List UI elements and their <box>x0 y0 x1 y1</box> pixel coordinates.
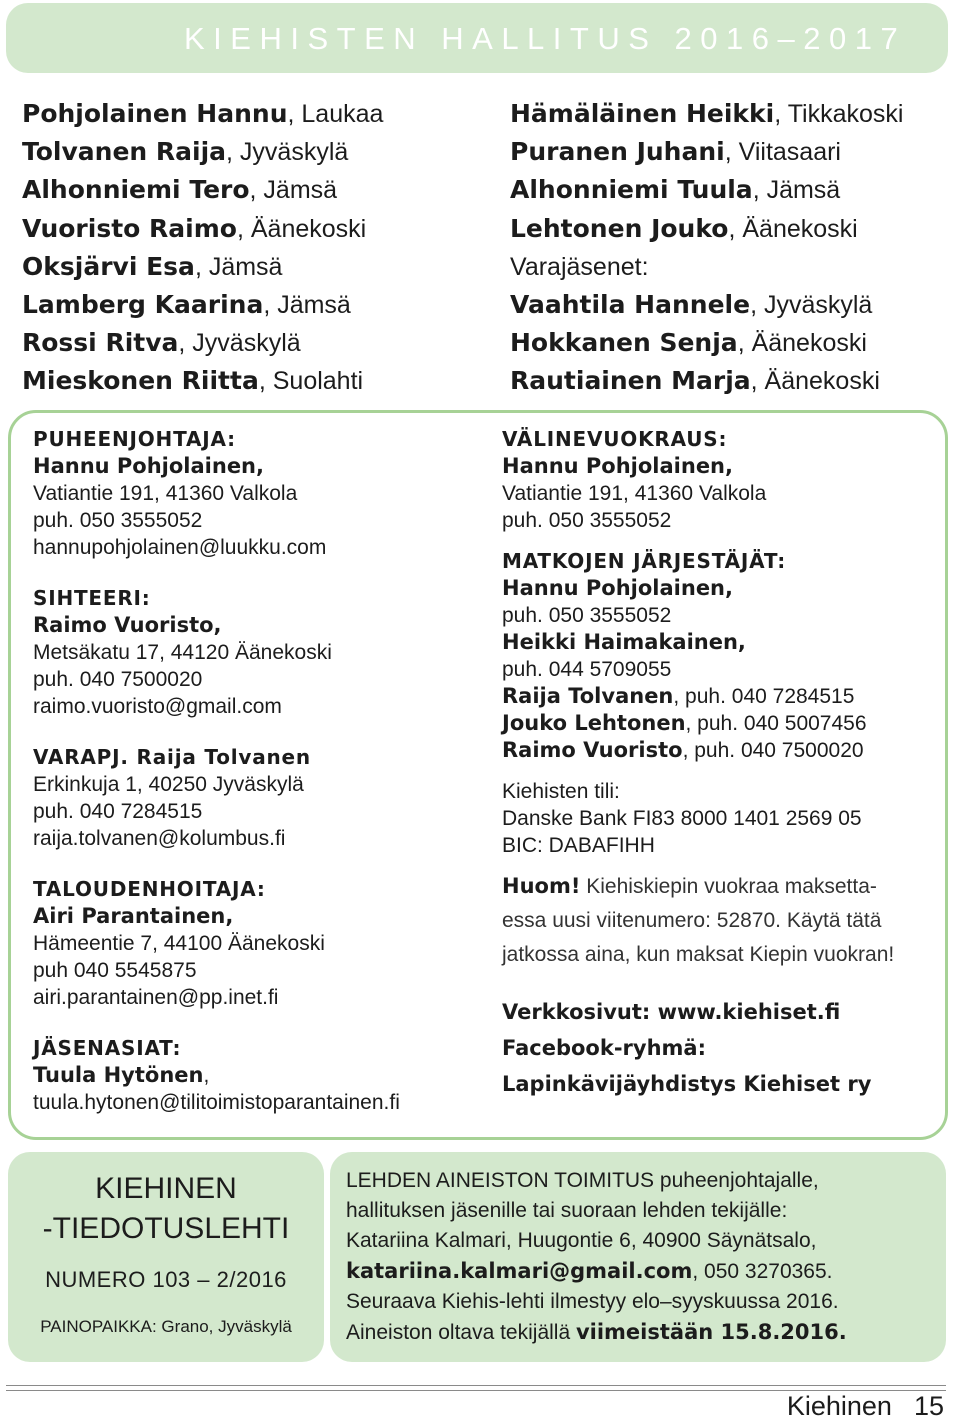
section-heading: TALOUDENHOITAJA: <box>33 877 266 901</box>
section-heading: VÄLINEVUOKRAUS: <box>502 427 728 451</box>
email: raija.tolvanen@kolumbus.fi <box>33 827 286 850</box>
address: Hämeentie 7, 44100 Äänekoski <box>33 932 325 955</box>
board-member: Puranen Juhani, Viitasaari <box>510 137 841 167</box>
submission-info-box <box>330 1152 946 1362</box>
deadline: viimeistään 15.8.2016. <box>575 1320 847 1344</box>
membership-section <box>33 1035 400 1116</box>
board-member: Lehtonen Jouko, Äänekoski <box>510 213 858 243</box>
section-heading: MATKOJEN JÄRJESTÄJÄT: <box>502 549 786 573</box>
board-member: Tolvanen Raija, Jyväskylä <box>22 137 349 167</box>
phone: puh 040 5545875 <box>33 959 197 982</box>
newsletter-title: KIEHINEN <box>95 1172 237 1205</box>
section-heading: SIHTEERI: <box>33 586 151 610</box>
section-heading: JÄSENASIAT: <box>33 1036 182 1060</box>
board-member: Alhonniemi Tero, Jämsä <box>22 175 338 205</box>
address: Vatiantie 191, 41360 Valkola <box>502 482 767 505</box>
web-links-section <box>502 994 894 1102</box>
board-member: Mieskonen Riitta, Suolahti <box>22 366 364 396</box>
phone: puh. 050 3555052 <box>33 509 203 532</box>
website-link: Verkkosivut: www.kiehiset.fi <box>502 1000 841 1024</box>
email: hannupohjolainen@luukku.com <box>33 536 327 559</box>
board-member: Oksjärvi Esa, Jämsä <box>22 251 283 281</box>
person-name: Hannu Pohjolainen, <box>33 454 264 478</box>
chair-section <box>33 426 400 561</box>
person-name: Hannu Pohjolainen, <box>502 454 733 478</box>
issue-number: NUMERO 103 – 2/2016 <box>45 1267 287 1292</box>
publication-name: Kiehinen <box>786 1391 892 1421</box>
print-location: PAINOPAIKKA: Grano, Jyväskylä <box>40 1317 292 1336</box>
phone: puh. 040 7500020 <box>33 668 203 691</box>
address: Metsäkatu 17, 44120 Äänekoski <box>33 641 332 664</box>
address: Vatiantie 191, 41360 Valkola <box>33 482 298 505</box>
footer-divider <box>6 1385 946 1386</box>
contacts-left-column <box>33 426 400 1140</box>
section-heading: PUHEENJOHTAJA: <box>33 427 236 451</box>
address: Erkinkuja 1, 40250 Jyväskylä <box>33 773 304 796</box>
board-member: Lamberg Kaarina, Jämsä <box>22 290 351 320</box>
bic-code: BIC: DABAFIHH <box>502 834 655 857</box>
rental-notice: Huom! Kiehiskiepin vuokraa maksetta- essa uusi viitenumero: 52870. Käytä tätä jatkossa aina, kun maksat Kiepin vuokran! <box>502 874 895 966</box>
person-line: Raija Tolvanen, puh. 040 7284515 <box>502 684 855 708</box>
person-name: Airi Parantainen, <box>33 904 234 928</box>
deputy-member: Vaahtila Hannele, Jyväskylä <box>510 290 873 320</box>
email: raimo.vuoristo@gmail.com <box>33 695 282 718</box>
phone: puh. 044 5709055 <box>502 658 672 681</box>
page-number: 15 <box>913 1391 944 1421</box>
person-name: Raimo Vuoristo, <box>33 613 222 637</box>
trip-organizers-section <box>502 548 894 764</box>
header-bar <box>6 3 948 73</box>
board-member: Pohjolainen Hannu, Laukaa <box>22 99 384 128</box>
email: tuula.hytonen@tilitoimistoparantainen.fi <box>33 1091 400 1114</box>
equipment-rental-section <box>502 426 894 534</box>
facebook-group: Lapinkävijäyhdistys Kiehiset ry <box>502 1072 872 1096</box>
facebook-label: Facebook-ryhmä: <box>502 1036 706 1060</box>
deputies-label: Varajäsenet: <box>510 252 649 281</box>
account-label: Kiehisten tili: <box>502 780 620 803</box>
person-line: Tuula Hytönen, <box>33 1063 210 1087</box>
person-line: Jouko Lehtonen, puh. 040 5007456 <box>502 711 867 735</box>
person-name: Hannu Pohjolainen, <box>502 576 733 600</box>
page-footer <box>787 1391 944 1422</box>
bank-account-section <box>502 778 894 859</box>
section-heading: VARAPJ. Raija Tolvanen <box>33 745 311 769</box>
board-member: Hämäläinen Heikki, Tikkakoski <box>510 99 904 128</box>
treasurer-section <box>33 876 400 1011</box>
editor-email: katariina.kalmari@gmail.com <box>346 1259 693 1283</box>
contacts-right-column <box>502 426 894 1102</box>
deputy-member: Rautiainen Marja, Äänekoski <box>510 366 880 396</box>
bank-account: Danske Bank FI83 8000 1401 2569 05 <box>502 807 862 830</box>
secretary-section <box>33 585 400 720</box>
board-list-left <box>22 95 383 401</box>
email: airi.parantainen@pp.inet.fi <box>33 986 279 1009</box>
person-line: Raimo Vuoristo, puh. 040 7500020 <box>502 738 864 762</box>
phone: puh. 050 3555052 <box>502 509 672 532</box>
board-member: Vuoristo Raimo, Äänekoski <box>22 213 367 243</box>
notice-label: Huom! <box>502 874 581 898</box>
page-title: KIEHISTEN HALLITUS 2016–2017 <box>184 21 907 56</box>
person-name: Heikki Haimakainen, <box>502 630 746 654</box>
deputy-member: Hokkanen Senja, Äänekoski <box>510 328 867 358</box>
vice-chair-section <box>33 744 400 852</box>
phone: puh. 050 3555052 <box>502 604 672 627</box>
board-member: Rossi Ritva, Jyväskylä <box>22 328 301 358</box>
phone: puh. 040 7284515 <box>33 800 203 823</box>
newsletter-info-box <box>8 1152 324 1362</box>
newsletter-subtitle: -TIEDOTUSLEHTI <box>42 1212 290 1245</box>
submission-text: LEHDEN AINEISTON TOIMITUS puheenjohtajalle, hallituksen jäsenille tai suoraan lehden tekijälle: Katariina Kalmari, Huugontie 6, 40900 Säynätsalo, katariina.kalmari@gmail.com, 050 3270365. Seuraava Kiehis-lehti ilmestyy elo–syyskuussa 2016. Aineiston oltava tekijällä viimeistään 15.8.2016. <box>346 1169 847 1344</box>
board-list-right <box>510 95 903 401</box>
board-member: Alhonniemi Tuula, Jämsä <box>510 175 841 205</box>
